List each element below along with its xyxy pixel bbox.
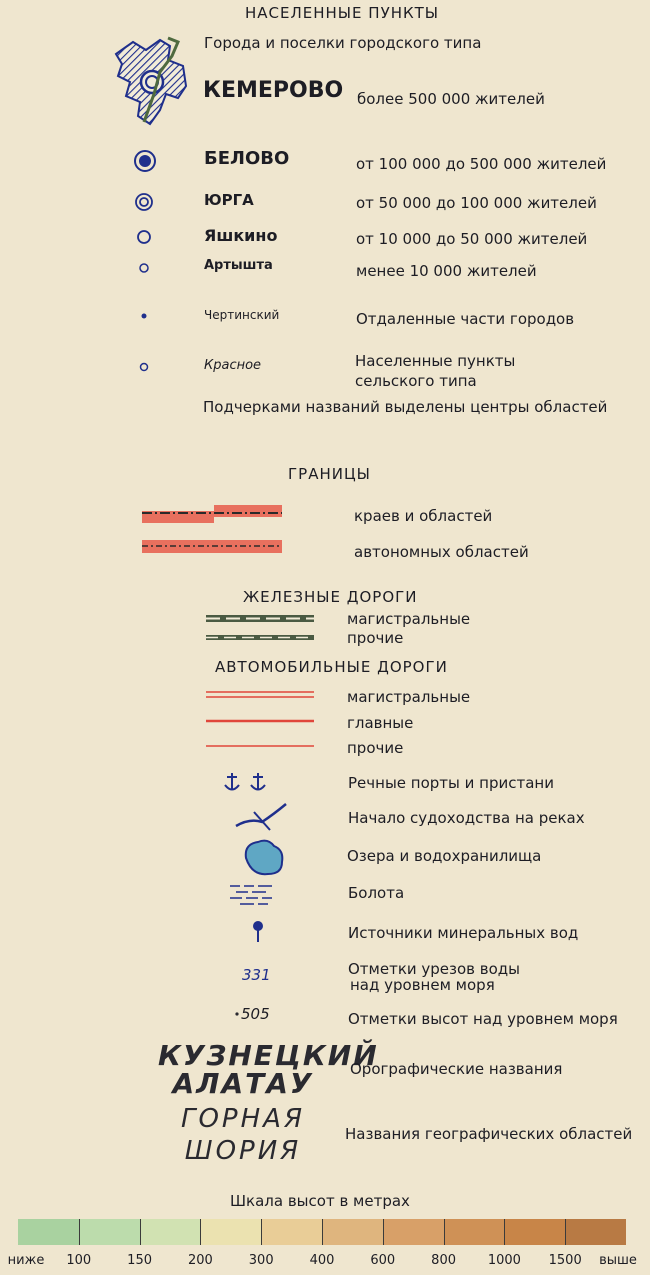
border-region-label: краев и областей	[354, 507, 493, 525]
elevation-scale-title: Шкала высот в метрах	[230, 1192, 410, 1210]
population-desc: от 100 000 до 500 000 жителей	[356, 155, 607, 173]
city-area-icon	[108, 36, 198, 126]
ports-label: Речные порты и пристани	[348, 774, 554, 792]
settlement-name-chertinsky: Чертинский	[204, 308, 280, 322]
population-desc: менее 10 000 жителей	[356, 262, 537, 280]
scale-label: 800	[431, 1253, 457, 1268]
water-mark-value: 331	[242, 966, 271, 984]
geographic-name-line1: ГОРНАЯ	[180, 1104, 306, 1134]
autonomous-border-icon	[142, 538, 284, 556]
rural-desc-line2: сельского типа	[355, 372, 477, 390]
scale-label: 400	[309, 1253, 335, 1268]
population-desc: от 50 000 до 100 000 жителей	[356, 194, 597, 212]
orographic-label: Орографические названия	[350, 1060, 563, 1078]
orographic-name-line1: КУЗНЕЦКИЙ	[158, 1039, 379, 1072]
lakes-label: Озера и водохранилища	[347, 847, 542, 865]
scale-cell	[18, 1219, 79, 1245]
main-road-icon	[206, 690, 316, 700]
scale-cell	[565, 1219, 626, 1245]
rural-desc-line1: Населенные пункты	[355, 352, 516, 370]
scale-label: 600	[370, 1253, 396, 1268]
cities-title: Города и поселки городского типа	[204, 34, 482, 52]
road-other-label: прочие	[347, 739, 404, 757]
roads-header: АВТОМОБИЛЬНЫЕ ДОРОГИ	[215, 658, 448, 676]
medium-city-icon	[134, 192, 154, 212]
scale-label: 100	[66, 1253, 92, 1268]
town-icon	[136, 229, 152, 245]
primary-road-icon	[206, 718, 316, 724]
scale-label: 150	[127, 1253, 153, 1268]
scale-label: выше	[599, 1253, 637, 1268]
settlements-header: НАСЕЛЕННЫЕ ПУНКТЫ	[245, 4, 440, 22]
rural-settlement-icon	[138, 361, 150, 373]
scale-cell	[200, 1219, 261, 1245]
scale-cell	[79, 1219, 140, 1245]
height-point-icon	[234, 1011, 240, 1017]
height-mark-label: Отметки высот над уровнем моря	[348, 1010, 618, 1028]
scale-cell	[444, 1219, 505, 1245]
scale-label: 1000	[487, 1253, 521, 1268]
anchor-icon	[222, 770, 270, 794]
small-town-icon	[138, 262, 150, 274]
swamp-icon	[228, 882, 276, 910]
region-border-icon	[142, 503, 284, 525]
other-railway-icon	[206, 632, 316, 644]
city-name-kemerovo: КЕМЕРОВО	[203, 78, 344, 103]
city-name-yashkino: Яшкино	[204, 226, 278, 245]
water-mark-label-line2: над уровнем моря	[350, 976, 495, 994]
scale-cell	[504, 1219, 565, 1245]
mineral-spring-icon	[250, 918, 266, 944]
city-name-belovo: БЕЛОВО	[204, 148, 290, 169]
railway-main-label: магистральные	[347, 610, 471, 628]
borders-header: ГРАНИЦЫ	[288, 465, 371, 483]
navigation-label: Начало судоходства на реках	[348, 809, 585, 827]
main-railway-icon	[206, 612, 316, 626]
geographic-name-line2: ШОРИЯ	[184, 1136, 302, 1166]
railways-header: ЖЕЛЕЗНЫЕ ДОРОГИ	[243, 588, 418, 606]
navigation-start-icon	[234, 800, 294, 832]
scale-label: 300	[248, 1253, 274, 1268]
border-autonomous-label: автономных областей	[354, 543, 529, 561]
city-name-yurga: ЮРГА	[204, 191, 254, 209]
centers-note: Подчерками названий выделены центры областей	[203, 398, 608, 416]
railway-other-label: прочие	[347, 629, 404, 647]
remote-part-dot-icon	[139, 311, 149, 321]
scale-cell	[383, 1219, 444, 1245]
springs-label: Источники минеральных вод	[348, 924, 579, 942]
remote-parts-desc: Отдаленные части городов	[356, 310, 575, 328]
swamps-label: Болота	[348, 884, 405, 902]
settlement-name-krasnoe: Красное	[204, 358, 262, 373]
orographic-name-line2: АЛАТАУ	[172, 1067, 314, 1100]
other-road-icon	[206, 743, 316, 749]
scale-label: 200	[187, 1253, 213, 1268]
large-city-icon	[132, 148, 158, 174]
road-main-label: магистральные	[347, 688, 471, 706]
road-primary-label: главные	[347, 714, 414, 732]
city-name-artyshta: Артышта	[204, 258, 273, 273]
scale-label: 1500	[548, 1253, 582, 1268]
scale-label: ниже	[7, 1253, 45, 1268]
water-mark-label-line1: Отметки урезов воды	[348, 960, 521, 978]
scale-cell	[322, 1219, 383, 1245]
population-desc: от 10 000 до 50 000 жителей	[356, 230, 588, 248]
scale-cell	[140, 1219, 201, 1245]
scale-cell	[261, 1219, 322, 1245]
lake-icon	[240, 838, 288, 878]
height-mark-value: 505	[241, 1005, 270, 1023]
geographic-label: Названия географических областей	[345, 1125, 633, 1143]
population-desc: более 500 000 жителей	[357, 90, 545, 108]
